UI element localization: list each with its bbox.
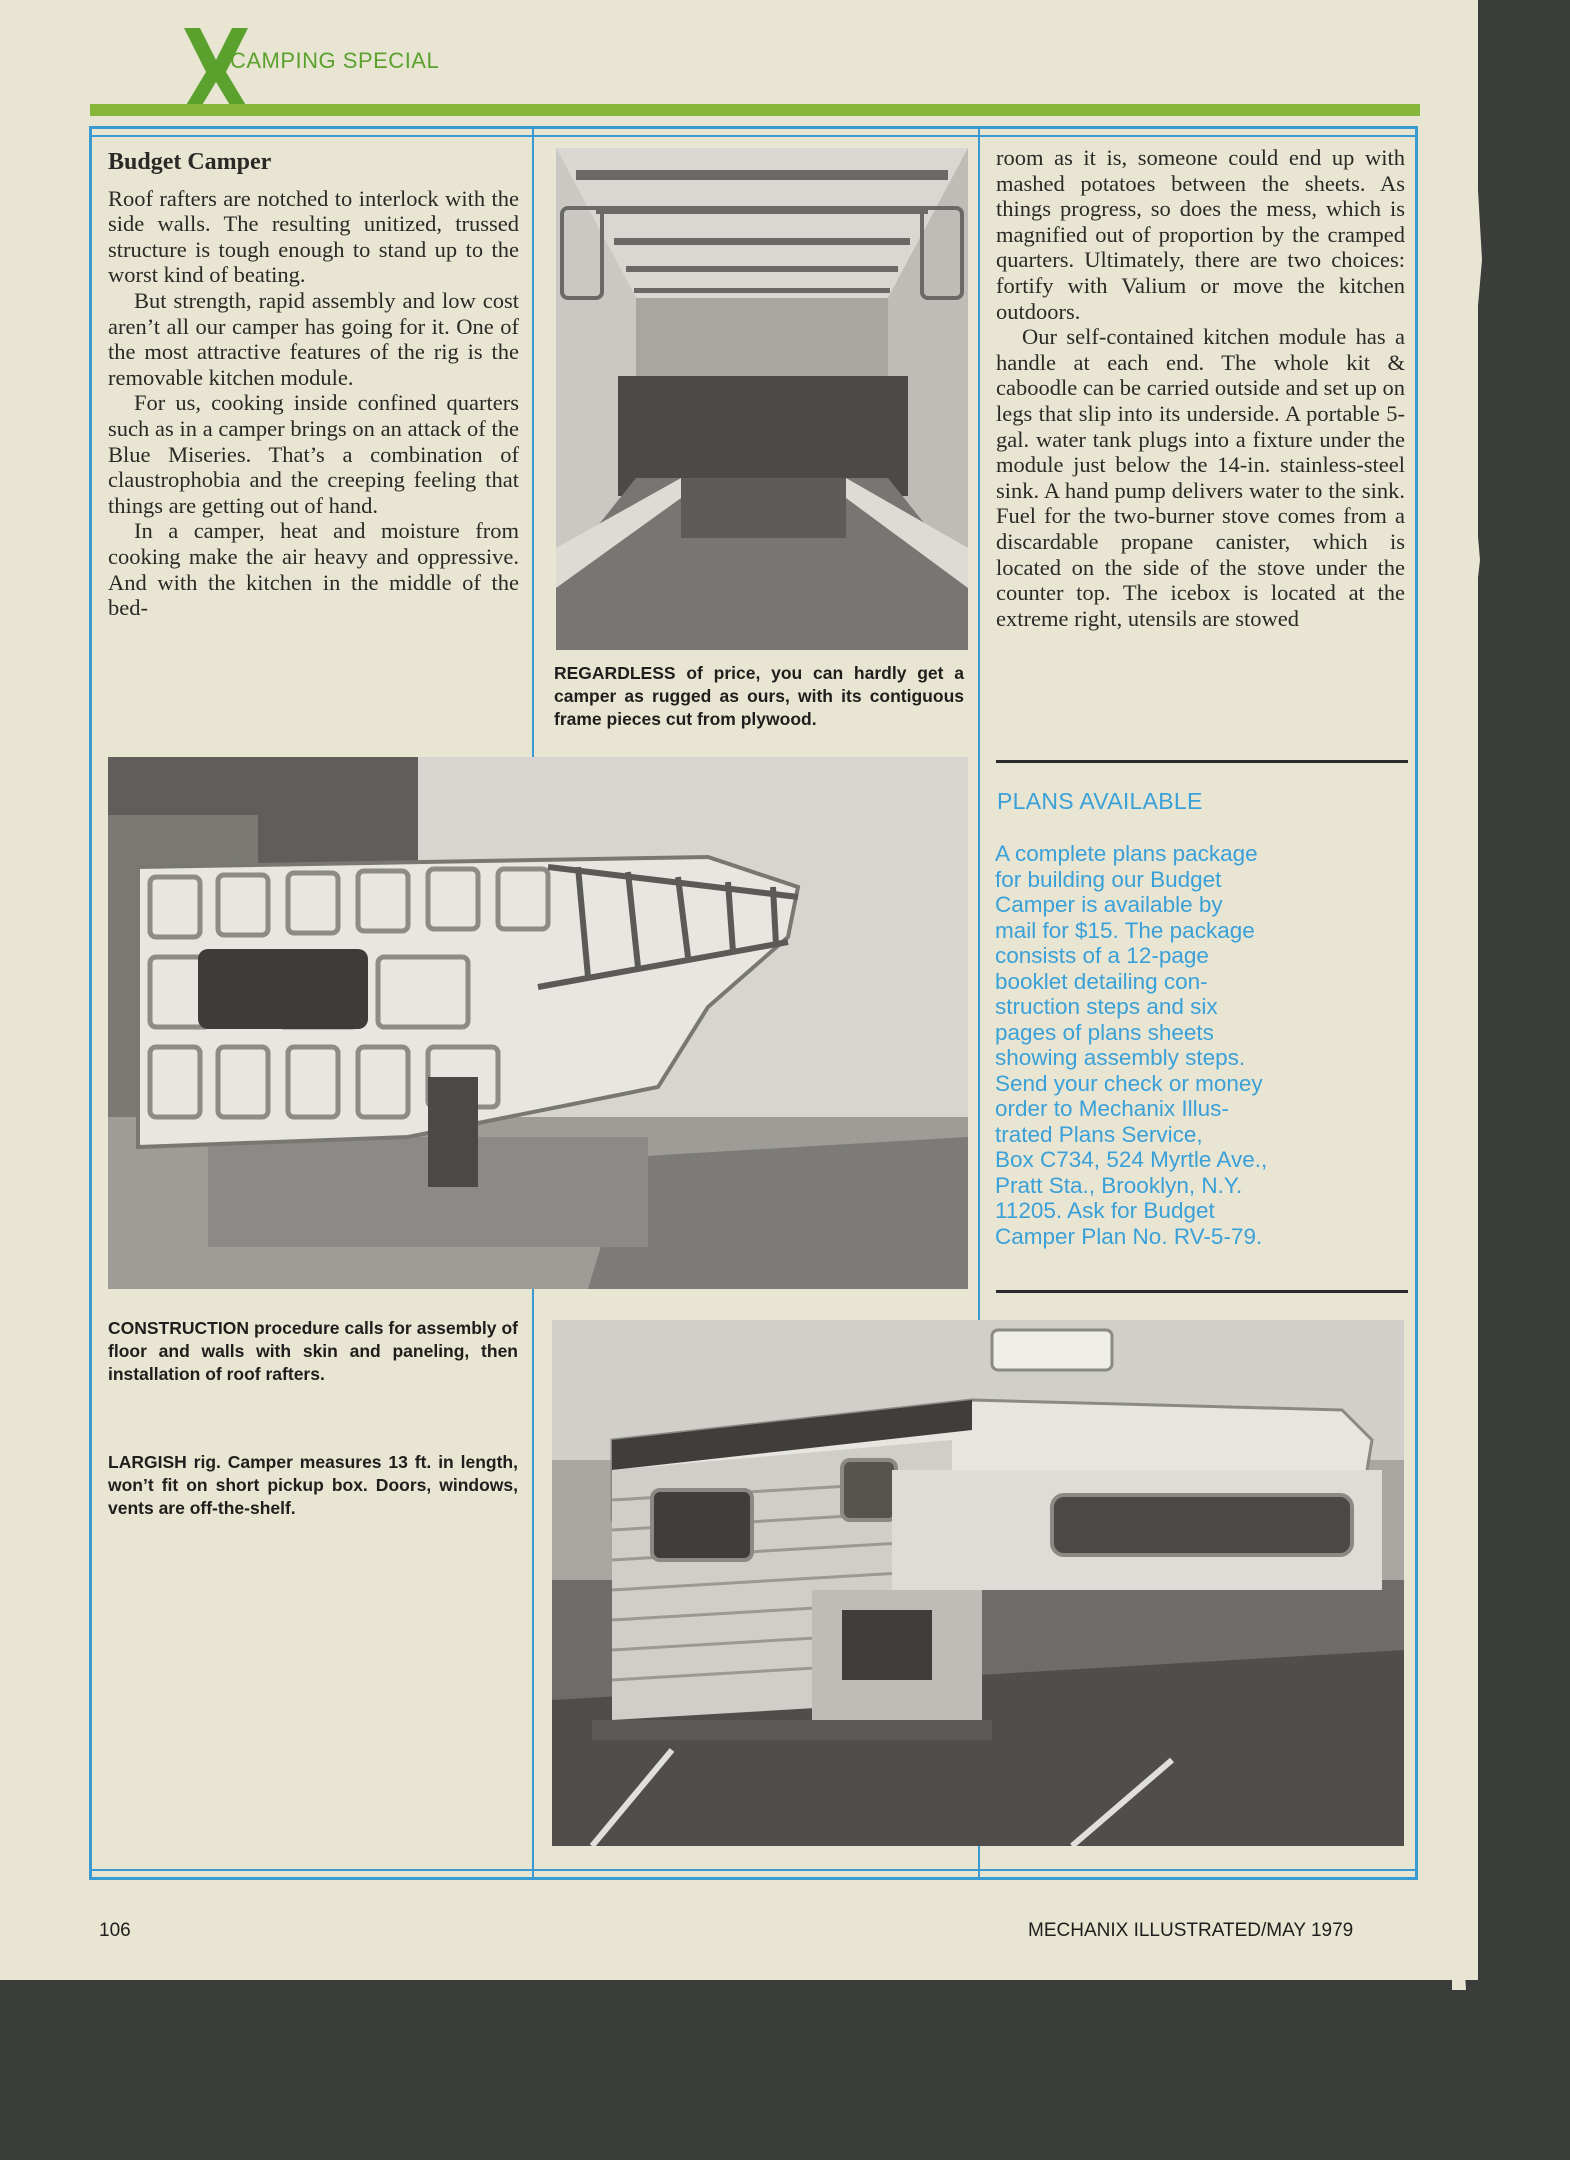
header-green-rule bbox=[90, 104, 1420, 116]
magazine-footer: MECHANIX ILLUSTRATED/MAY 1979 bbox=[1028, 1920, 1354, 1941]
construction-caption: CONSTRUCTION procedure calls for assembly of floor and walls with skin and paneling, then installation of roof rafters. bbox=[108, 1318, 518, 1384]
page-number: 106 bbox=[99, 1920, 131, 1941]
plans-top-rule bbox=[996, 760, 1408, 763]
article-paragraph: room as it is, someone could end up with mashed potatoes between the sheets. As things progress, so does the mess, which is magnified out of proportion by the cramped quarters. Ultimately, there are two choices: fortify with Valium or move the kitchen outdoors. bbox=[996, 145, 1405, 324]
article-paragraph: But strength, rapid assembly and low cost aren’t all our camper has going for it. One of the most attractive features of the rig is the removable kitchen module. bbox=[108, 287, 519, 390]
torn-page-edge bbox=[1452, 0, 1532, 1990]
article-heading: Budget Camper bbox=[108, 149, 272, 175]
plans-title: PLANS AVAILABLE bbox=[997, 788, 1203, 814]
article-column-1 bbox=[108, 150, 519, 621]
construction-photo bbox=[108, 757, 968, 1289]
article-column-3 bbox=[996, 145, 1405, 631]
plans-bottom-rule bbox=[996, 1290, 1408, 1293]
article-paragraph: Roof rafters are notched to interlock with the side walls. The resulting unitized, trussed structure is tough enough to stand up to the worst kind of beating. bbox=[108, 185, 519, 288]
largish-caption: LARGISH rig. Camper measures 13 ft. in length, won’t fit on short pickup box. Doors, windows, vents are off-the-shelf. bbox=[108, 1452, 518, 1518]
article-paragraph: For us, cooking inside confined quarters such as in a camper brings on an attack of the Blue Miseries. That’s a combination of claustrophobia and the creeping feeling that things are getting out of hand. bbox=[108, 390, 519, 518]
article-paragraph: In a camper, heat and moisture from cooking make the air heavy and oppressive. And with the kitchen in the middle of the bed- bbox=[108, 518, 519, 621]
section-kicker: CAMPING SPECIAL bbox=[230, 48, 440, 73]
finished-camper-photo bbox=[552, 1320, 1404, 1846]
plans-body: A complete plans package for building our Budget Camper is available by mail for $15. The package consists of a 12-page booklet detailing con- struction steps and six pages of plans sheets showing assembly steps. Send your check or money order to Mechanix Illus- trated Plans Service, Box C734, 524 Myrtle Ave., Pratt Sta., Brooklyn, N.Y. 11205. Ask for Budget Camper Plan No. RV-5-79. bbox=[995, 841, 1268, 1249]
article-paragraph: Our self-contained kitchen module has a handle at each end. The whole kit & caboodle can be carried outside and set up on legs that slip into its underside. A portable 5-gal. water tank plugs into a fixture under the module just below the 14-in. stainless-steel sink. A hand pump delivers water to the sink. Fuel for the two-burner stove comes from a discardable propane canister, which is located on the side of the stove under the counter top. The icebox is located at the extreme right, utensils are stowed bbox=[996, 324, 1405, 631]
interior-photo-caption: REGARDLESS of price, you can hardly get a camper as rugged as ours, with its contiguous frame pieces cut from plywood. bbox=[554, 663, 964, 729]
interior-photo bbox=[556, 148, 968, 650]
